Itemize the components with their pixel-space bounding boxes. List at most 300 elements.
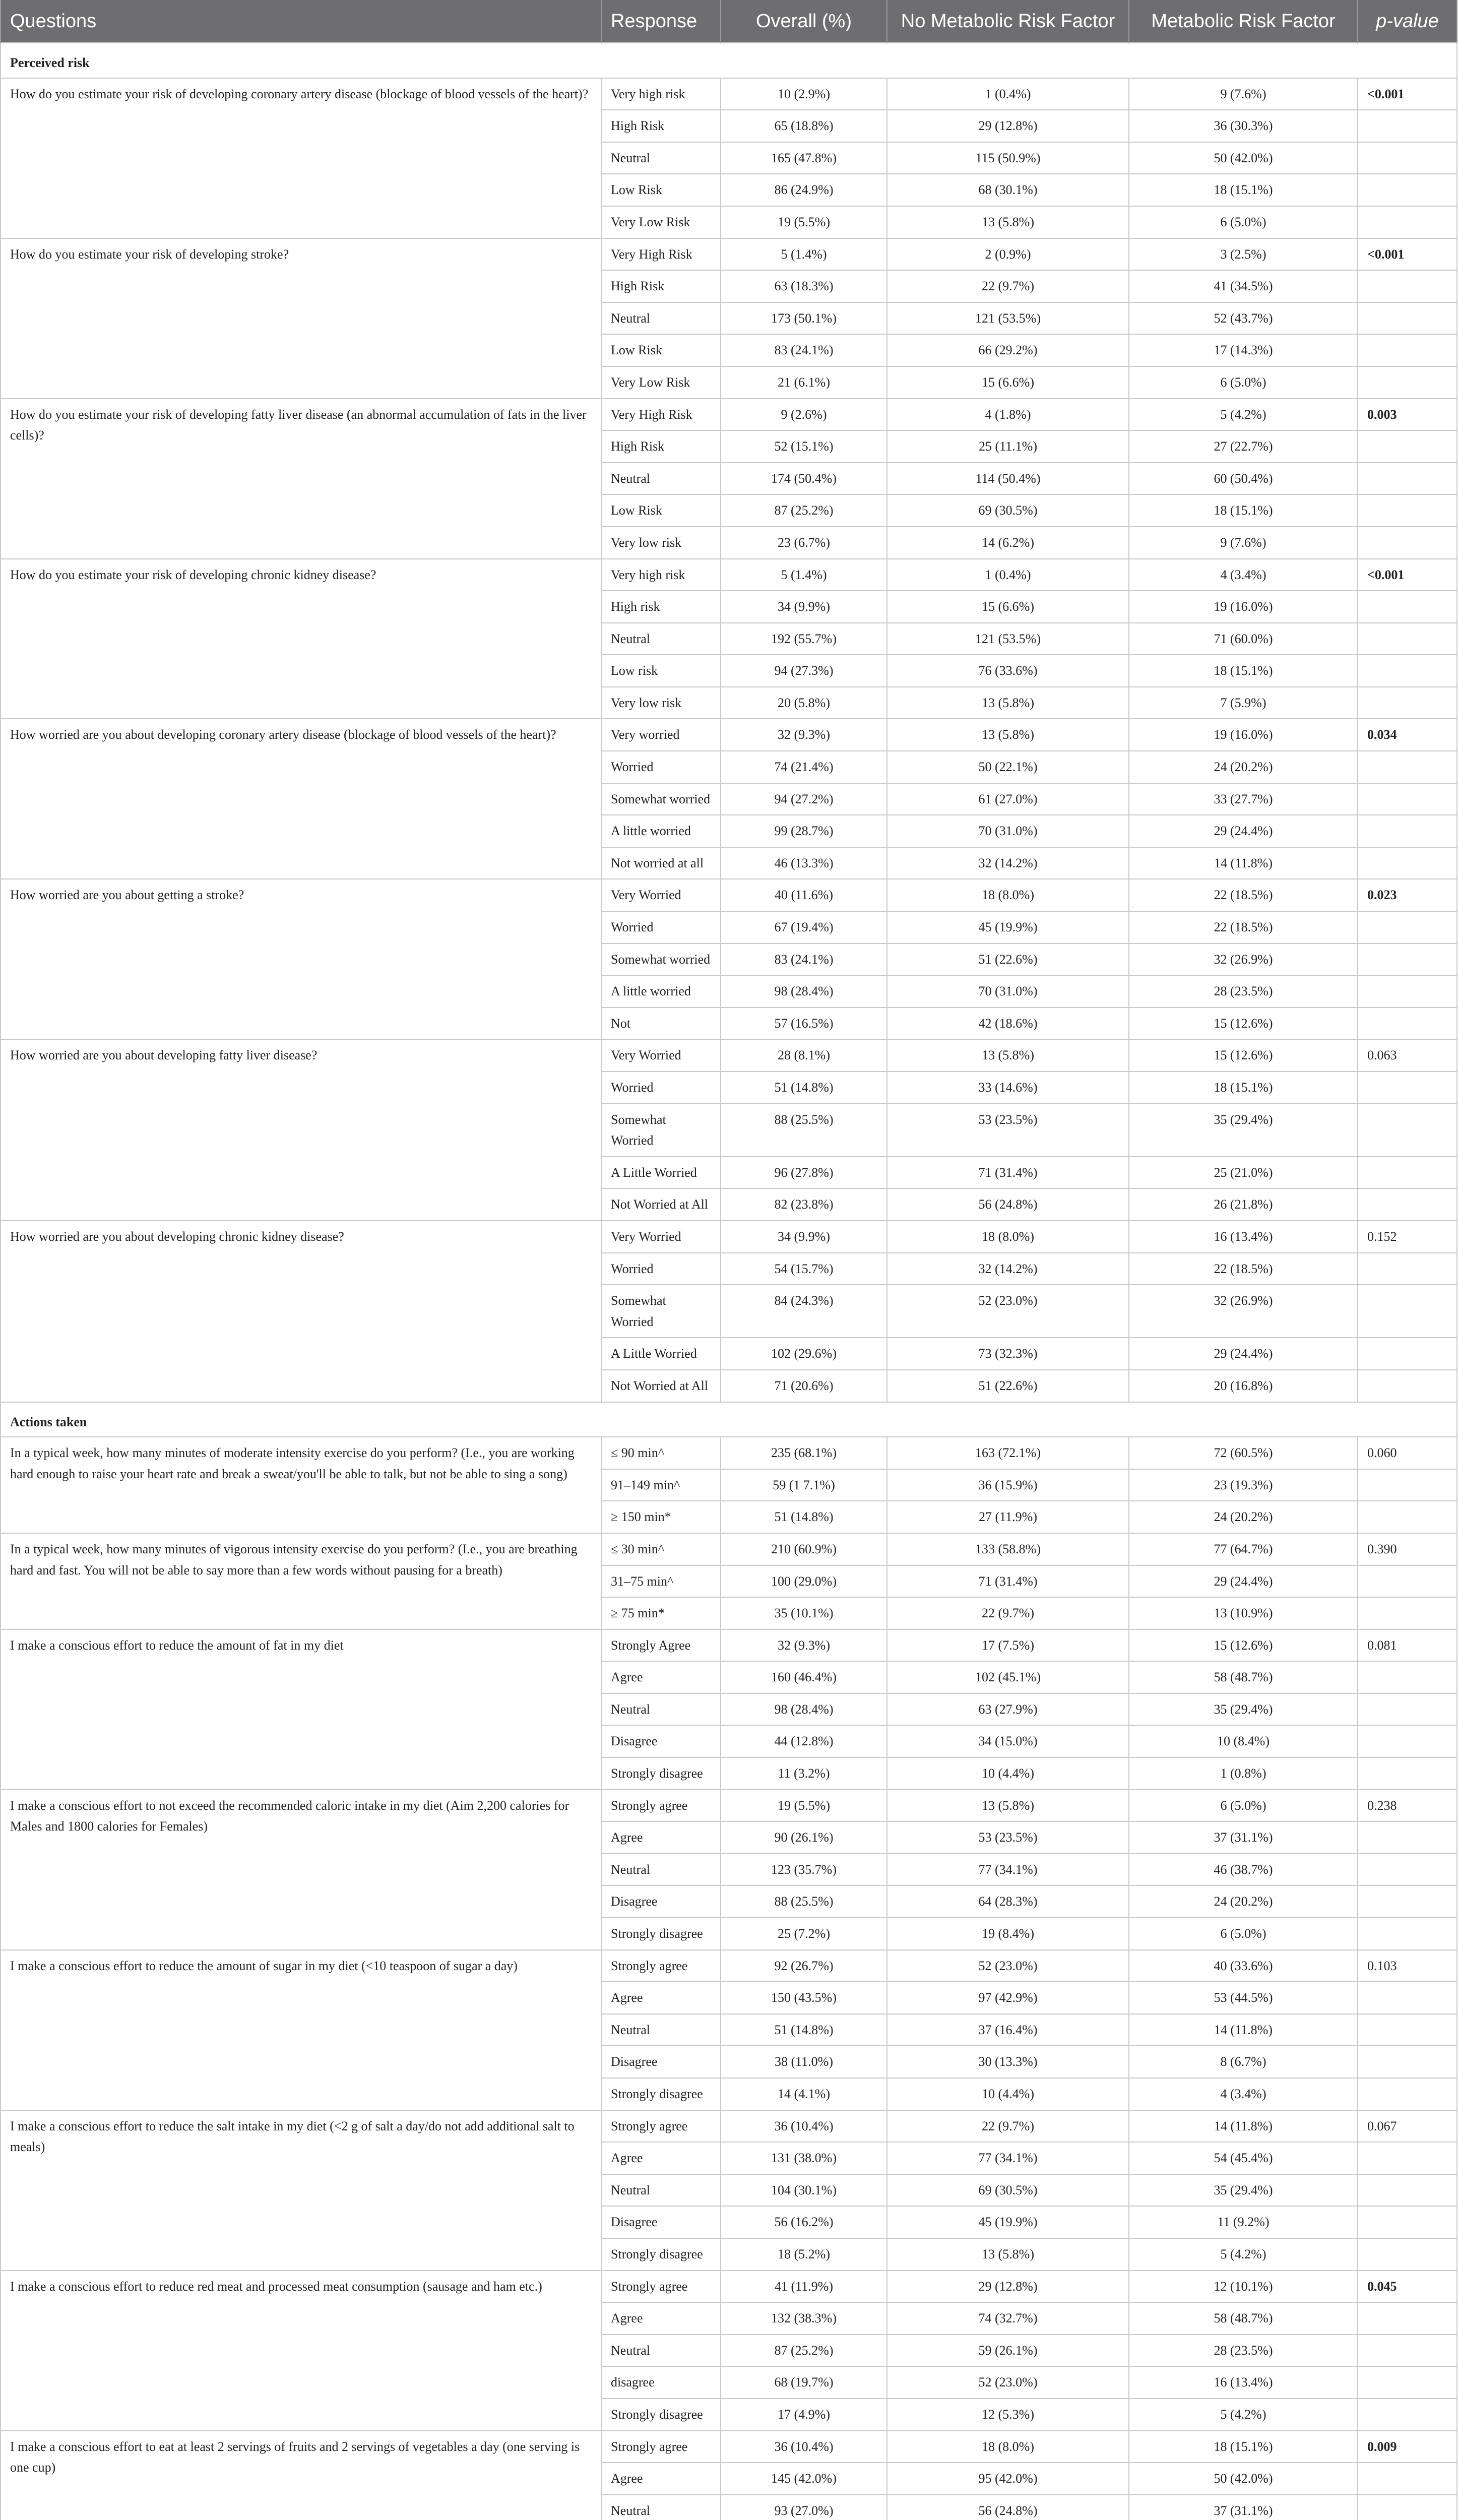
risk-value: 15 (12.6%) bbox=[1129, 1629, 1358, 1662]
risk-value: 28 (23.5%) bbox=[1129, 2335, 1358, 2367]
risk-value: 14 (11.8%) bbox=[1129, 847, 1358, 879]
overall-value: 165 (47.8%) bbox=[721, 142, 887, 174]
no-risk-value: 45 (19.9%) bbox=[887, 2206, 1129, 2238]
no-risk-value: 69 (30.5%) bbox=[887, 2174, 1129, 2207]
risk-value: 60 (50.4%) bbox=[1129, 463, 1358, 495]
response-label: Strongly Agree bbox=[601, 1629, 721, 1662]
table-row bbox=[1, 1533, 1457, 1565]
no-risk-value: 121 (53.5%) bbox=[887, 302, 1129, 335]
response-label: Low Risk bbox=[601, 334, 721, 366]
p-value-empty bbox=[1358, 2174, 1457, 2207]
response-label: High Risk bbox=[601, 430, 721, 463]
p-value-empty bbox=[1358, 1157, 1457, 1189]
table-row bbox=[1, 879, 1457, 911]
p-value-empty bbox=[1358, 2495, 1457, 2520]
no-risk-value: 22 (9.7%) bbox=[887, 1597, 1129, 1629]
no-risk-value: 63 (27.9%) bbox=[887, 1693, 1129, 1726]
p-value-empty bbox=[1358, 815, 1457, 847]
risk-value: 11 (9.2%) bbox=[1129, 2206, 1358, 2238]
no-risk-value: 12 (5.3%) bbox=[887, 2399, 1129, 2431]
response-label: Strongly agree bbox=[601, 2431, 721, 2463]
risk-value: 19 (16.0%) bbox=[1129, 591, 1358, 623]
risk-value: 18 (15.1%) bbox=[1129, 655, 1358, 687]
p-value-empty bbox=[1358, 1693, 1457, 1726]
no-risk-value: 42 (18.6%) bbox=[887, 1007, 1129, 1040]
risk-value: 27 (22.7%) bbox=[1129, 430, 1358, 463]
p-value-empty bbox=[1358, 1338, 1457, 1370]
no-risk-value: 52 (23.0%) bbox=[887, 1950, 1129, 1982]
risk-value: 26 (21.8%) bbox=[1129, 1188, 1358, 1221]
overall-value: 87 (25.2%) bbox=[721, 494, 887, 527]
p-value-empty bbox=[1358, 655, 1457, 687]
response-label: Very low risk bbox=[601, 687, 721, 719]
overall-value: 46 (13.3%) bbox=[721, 847, 887, 879]
response-label: Low Risk bbox=[601, 174, 721, 206]
overall-value: 123 (35.7%) bbox=[721, 1854, 887, 1886]
overall-value: 145 (42.0%) bbox=[721, 2463, 887, 2495]
overall-value: 57 (16.5%) bbox=[721, 1007, 887, 1040]
response-label: Very High Risk bbox=[601, 399, 721, 431]
overall-value: 160 (46.4%) bbox=[721, 1661, 887, 1693]
response-label: Very Worried bbox=[601, 1221, 721, 1253]
risk-value: 46 (38.7%) bbox=[1129, 1854, 1358, 1886]
response-label: Disagree bbox=[601, 2206, 721, 2238]
header-response: Response bbox=[601, 0, 721, 43]
response-label: Disagree bbox=[601, 1885, 721, 1918]
risk-value: 18 (15.1%) bbox=[1129, 494, 1358, 527]
p-value: 0.063 bbox=[1358, 1039, 1457, 1072]
response-label: Somewhat Worried bbox=[601, 1285, 721, 1338]
table-row bbox=[1, 719, 1457, 751]
risk-value: 4 (3.4%) bbox=[1129, 559, 1358, 591]
risk-value: 6 (5.0%) bbox=[1129, 1918, 1358, 1950]
question-text: How do you estimate your risk of developing stroke? bbox=[1, 238, 601, 399]
response-label: Not bbox=[601, 1007, 721, 1040]
no-risk-value: 15 (6.6%) bbox=[887, 366, 1129, 399]
overall-value: 23 (6.7%) bbox=[721, 527, 887, 559]
overall-value: 11 (3.2%) bbox=[721, 1757, 887, 1790]
risk-value: 8 (6.7%) bbox=[1129, 2046, 1358, 2078]
response-label: Worried bbox=[601, 751, 721, 783]
overall-value: 25 (7.2%) bbox=[721, 1918, 887, 1950]
overall-value: 74 (21.4%) bbox=[721, 751, 887, 783]
overall-value: 35 (10.1%) bbox=[721, 1597, 887, 1629]
response-label: ≤ 30 min^ bbox=[601, 1533, 721, 1565]
response-label: Agree bbox=[601, 2142, 721, 2174]
no-risk-value: 69 (30.5%) bbox=[887, 494, 1129, 527]
p-value-empty bbox=[1358, 430, 1457, 463]
no-risk-value: 95 (42.0%) bbox=[887, 2463, 1129, 2495]
no-risk-value: 52 (23.0%) bbox=[887, 2366, 1129, 2399]
header-p-value bbox=[1358, 0, 1457, 43]
risk-value: 40 (33.6%) bbox=[1129, 1950, 1358, 1982]
overall-value: 210 (60.9%) bbox=[721, 1533, 887, 1565]
risk-value: 7 (5.9%) bbox=[1129, 687, 1358, 719]
table-row bbox=[1, 1629, 1457, 1662]
no-risk-value: 17 (7.5%) bbox=[887, 1629, 1129, 1662]
overall-value: 56 (16.2%) bbox=[721, 2206, 887, 2238]
p-value-empty bbox=[1358, 2014, 1457, 2046]
question-text: I make a conscious effort to not exceed the recommended caloric intake in my diet (Aim 2,200 calories for Males and 1800 calories for Females) bbox=[1, 1790, 601, 1950]
response-label: A little worried bbox=[601, 975, 721, 1007]
no-risk-value: 59 (26.1%) bbox=[887, 2335, 1129, 2367]
overall-value: 131 (38.0%) bbox=[721, 2142, 887, 2174]
risk-value: 6 (5.0%) bbox=[1129, 1790, 1358, 1822]
response-label: Strongly agree bbox=[601, 1790, 721, 1822]
risk-value: 35 (29.4%) bbox=[1129, 1104, 1358, 1157]
response-label: Neutral bbox=[601, 2174, 721, 2207]
p-value-empty bbox=[1358, 1821, 1457, 1854]
risk-value: 29 (24.4%) bbox=[1129, 1338, 1358, 1370]
table-row bbox=[1, 1437, 1457, 1469]
risk-value: 35 (29.4%) bbox=[1129, 1693, 1358, 1726]
no-risk-value: 71 (31.4%) bbox=[887, 1157, 1129, 1189]
header-no-metabolic-risk: No Metabolic Risk Factor bbox=[887, 0, 1129, 43]
risk-value: 24 (20.2%) bbox=[1129, 1885, 1358, 1918]
p-value-empty bbox=[1358, 1918, 1457, 1950]
overall-value: 94 (27.3%) bbox=[721, 655, 887, 687]
no-risk-value: 56 (24.8%) bbox=[887, 1188, 1129, 1221]
p-value-empty bbox=[1358, 2078, 1457, 2110]
no-risk-value: 13 (5.8%) bbox=[887, 1790, 1129, 1822]
no-risk-value: 29 (12.8%) bbox=[887, 110, 1129, 142]
question-text: How do you estimate your risk of developing coronary artery disease (blockage of blood vessels of the heart)? bbox=[1, 78, 601, 238]
p-value-empty bbox=[1358, 1885, 1457, 1918]
risk-value: 6 (5.0%) bbox=[1129, 366, 1358, 399]
no-risk-value: 15 (6.6%) bbox=[887, 591, 1129, 623]
response-label: Somewhat Worried bbox=[601, 1104, 721, 1157]
overall-value: 28 (8.1%) bbox=[721, 1039, 887, 1072]
response-label: ≤ 90 min^ bbox=[601, 1437, 721, 1469]
no-risk-value: 27 (11.9%) bbox=[887, 1501, 1129, 1533]
question-text: In a typical week, how many minutes of moderate intensity exercise do you perform? (I.e., you are working hard enough to raise your heart rate and break a sweat/you'll be able to talk, but not be able to sing a song) bbox=[1, 1437, 601, 1533]
risk-value: 25 (21.0%) bbox=[1129, 1157, 1358, 1189]
no-risk-value: 10 (4.4%) bbox=[887, 2078, 1129, 2110]
no-risk-value: 30 (13.3%) bbox=[887, 2046, 1129, 2078]
p-value-empty bbox=[1358, 1982, 1457, 2014]
overall-value: 19 (5.5%) bbox=[721, 206, 887, 238]
overall-value: 84 (24.3%) bbox=[721, 1285, 887, 1338]
p-value-empty bbox=[1358, 687, 1457, 719]
risk-value: 35 (29.4%) bbox=[1129, 2174, 1358, 2207]
risk-value: 58 (48.7%) bbox=[1129, 1661, 1358, 1693]
p-value: <0.001 bbox=[1358, 78, 1457, 110]
overall-value: 40 (11.6%) bbox=[721, 879, 887, 911]
overall-value: 86 (24.9%) bbox=[721, 174, 887, 206]
risk-value: 18 (15.1%) bbox=[1129, 174, 1358, 206]
header-row bbox=[1, 0, 1457, 43]
overall-value: 36 (10.4%) bbox=[721, 2431, 887, 2463]
overall-value: 52 (15.1%) bbox=[721, 430, 887, 463]
no-risk-value: 52 (23.0%) bbox=[887, 1285, 1129, 1338]
response-label: Strongly disagree bbox=[601, 2078, 721, 2110]
response-label: Strongly agree bbox=[601, 2110, 721, 2143]
response-label: Agree bbox=[601, 1661, 721, 1693]
section-row bbox=[1, 1402, 1457, 1437]
risk-value: 5 (4.2%) bbox=[1129, 2238, 1358, 2271]
table-row bbox=[1, 78, 1457, 110]
no-risk-value: 76 (33.6%) bbox=[887, 655, 1129, 687]
response-label: High risk bbox=[601, 591, 721, 623]
p-value-empty bbox=[1358, 1469, 1457, 1501]
overall-value: 71 (20.6%) bbox=[721, 1370, 887, 1402]
no-risk-value: 19 (8.4%) bbox=[887, 1918, 1129, 1950]
overall-value: 44 (12.8%) bbox=[721, 1725, 887, 1757]
no-risk-value: 71 (31.4%) bbox=[887, 1565, 1129, 1598]
p-value-empty bbox=[1358, 174, 1457, 206]
response-label: disagree bbox=[601, 2366, 721, 2399]
p-value-empty bbox=[1358, 1285, 1457, 1338]
p-value: 0.034 bbox=[1358, 719, 1457, 751]
response-label: Very high risk bbox=[601, 559, 721, 591]
question-text: In a typical week, how many minutes of vigorous intensity exercise do you perform? (I.e., you are breathing hard and fast. You will not be able to say more than a few words without pausing for a breath) bbox=[1, 1533, 601, 1629]
response-label: Not Worried at All bbox=[601, 1188, 721, 1221]
risk-value: 50 (42.0%) bbox=[1129, 142, 1358, 174]
overall-value: 19 (5.5%) bbox=[721, 1790, 887, 1822]
response-label: Neutral bbox=[601, 1854, 721, 1886]
p-value: <0.001 bbox=[1358, 238, 1457, 271]
response-label: Neutral bbox=[601, 142, 721, 174]
overall-value: 34 (9.9%) bbox=[721, 1221, 887, 1253]
header-overall: Overall (%) bbox=[721, 0, 887, 43]
no-risk-value: 1 (0.4%) bbox=[887, 78, 1129, 110]
risk-value: 14 (11.8%) bbox=[1129, 2014, 1358, 2046]
question-text: I make a conscious effort to reduce the salt intake in my diet (<2 g of salt a day/do not add additional salt to meals) bbox=[1, 2110, 601, 2271]
p-value-empty bbox=[1358, 366, 1457, 399]
table-row bbox=[1, 399, 1457, 431]
response-label: Neutral bbox=[601, 1693, 721, 1726]
overall-value: 104 (30.1%) bbox=[721, 2174, 887, 2207]
p-value-empty bbox=[1358, 751, 1457, 783]
no-risk-value: 64 (28.3%) bbox=[887, 1885, 1129, 1918]
overall-value: 100 (29.0%) bbox=[721, 1565, 887, 1598]
p-value-empty bbox=[1358, 2335, 1457, 2367]
p-value-empty bbox=[1358, 2238, 1457, 2271]
p-value: 0.060 bbox=[1358, 1437, 1457, 1469]
table-row bbox=[1, 238, 1457, 271]
no-risk-value: 163 (72.1%) bbox=[887, 1437, 1129, 1469]
overall-value: 59 (1 7.1%) bbox=[721, 1469, 887, 1501]
table-row bbox=[1, 1039, 1457, 1072]
overall-value: 17 (4.9%) bbox=[721, 2399, 887, 2431]
risk-value: 13 (10.9%) bbox=[1129, 1597, 1358, 1629]
p-value-empty bbox=[1358, 2463, 1457, 2495]
risk-value: 18 (15.1%) bbox=[1129, 2431, 1358, 2463]
risk-value: 33 (27.7%) bbox=[1129, 783, 1358, 815]
p-value: 0.390 bbox=[1358, 1533, 1457, 1565]
response-label: Worried bbox=[601, 1072, 721, 1104]
overall-value: 83 (24.1%) bbox=[721, 943, 887, 976]
response-label: Very high risk bbox=[601, 78, 721, 110]
risk-value: 24 (20.2%) bbox=[1129, 1501, 1358, 1533]
risk-value: 19 (16.0%) bbox=[1129, 719, 1358, 751]
table-row bbox=[1, 2431, 1457, 2463]
no-risk-value: 70 (31.0%) bbox=[887, 815, 1129, 847]
overall-value: 173 (50.1%) bbox=[721, 302, 887, 335]
risk-value: 50 (42.0%) bbox=[1129, 2463, 1358, 2495]
risk-value: 22 (18.5%) bbox=[1129, 879, 1358, 911]
risk-value: 10 (8.4%) bbox=[1129, 1725, 1358, 1757]
risk-value: 53 (44.5%) bbox=[1129, 1982, 1358, 2014]
risk-value: 23 (19.3%) bbox=[1129, 1469, 1358, 1501]
no-risk-value: 114 (50.4%) bbox=[887, 463, 1129, 495]
question-text: How worried are you about developing fatty liver disease? bbox=[1, 1039, 601, 1221]
response-label: Low risk bbox=[601, 655, 721, 687]
p-value-empty bbox=[1358, 110, 1457, 142]
overall-value: 18 (5.2%) bbox=[721, 2238, 887, 2271]
response-label: Neutral bbox=[601, 463, 721, 495]
no-risk-value: 13 (5.8%) bbox=[887, 2238, 1129, 2271]
response-label: High Risk bbox=[601, 110, 721, 142]
response-label: Strongly disagree bbox=[601, 2399, 721, 2431]
risk-value: 9 (7.6%) bbox=[1129, 78, 1358, 110]
overall-value: 99 (28.7%) bbox=[721, 815, 887, 847]
no-risk-value: 29 (12.8%) bbox=[887, 2271, 1129, 2303]
no-risk-value: 74 (32.7%) bbox=[887, 2302, 1129, 2335]
p-value-empty bbox=[1358, 463, 1457, 495]
table-row bbox=[1, 1950, 1457, 1982]
overall-value: 88 (25.5%) bbox=[721, 1104, 887, 1157]
response-label: Strongly disagree bbox=[601, 2238, 721, 2271]
overall-value: 51 (14.8%) bbox=[721, 2014, 887, 2046]
p-value-empty bbox=[1358, 142, 1457, 174]
no-risk-value: 18 (8.0%) bbox=[887, 879, 1129, 911]
risk-value: 37 (31.1%) bbox=[1129, 2495, 1358, 2520]
risk-value: 16 (13.4%) bbox=[1129, 1221, 1358, 1253]
p-value-empty bbox=[1358, 2366, 1457, 2399]
no-risk-value: 53 (23.5%) bbox=[887, 1104, 1129, 1157]
no-risk-value: 73 (32.3%) bbox=[887, 1338, 1129, 1370]
no-risk-value: 77 (34.1%) bbox=[887, 2142, 1129, 2174]
no-risk-value: 77 (34.1%) bbox=[887, 1854, 1129, 1886]
question-text: How worried are you about developing chronic kidney disease? bbox=[1, 1221, 601, 1402]
overall-value: 51 (14.8%) bbox=[721, 1501, 887, 1533]
response-label: A little worried bbox=[601, 815, 721, 847]
overall-value: 38 (11.0%) bbox=[721, 2046, 887, 2078]
risk-value: 12 (10.1%) bbox=[1129, 2271, 1358, 2303]
no-risk-value: 121 (53.5%) bbox=[887, 623, 1129, 655]
no-risk-value: 66 (29.2%) bbox=[887, 334, 1129, 366]
no-risk-value: 34 (15.0%) bbox=[887, 1725, 1129, 1757]
risk-value: 28 (23.5%) bbox=[1129, 975, 1358, 1007]
no-risk-value: 13 (5.8%) bbox=[887, 687, 1129, 719]
response-label: Strongly agree bbox=[601, 1950, 721, 1982]
p-value: <0.001 bbox=[1358, 559, 1457, 591]
overall-value: 83 (24.1%) bbox=[721, 334, 887, 366]
p-value: 0.003 bbox=[1358, 399, 1457, 431]
p-value-empty bbox=[1358, 1104, 1457, 1157]
p-value-empty bbox=[1358, 943, 1457, 976]
overall-value: 174 (50.4%) bbox=[721, 463, 887, 495]
response-label: A Little Worried bbox=[601, 1338, 721, 1370]
no-risk-value: 102 (45.1%) bbox=[887, 1661, 1129, 1693]
overall-value: 98 (28.4%) bbox=[721, 1693, 887, 1726]
no-risk-value: 4 (1.8%) bbox=[887, 399, 1129, 431]
question-text: How do you estimate your risk of developing chronic kidney disease? bbox=[1, 559, 601, 719]
p-value-empty bbox=[1358, 783, 1457, 815]
risk-value: 18 (15.1%) bbox=[1129, 1072, 1358, 1104]
overall-value: 32 (9.3%) bbox=[721, 719, 887, 751]
overall-value: 32 (9.3%) bbox=[721, 1629, 887, 1662]
question-text: I make a conscious effort to reduce red meat and processed meat consumption (sausage and ham etc.) bbox=[1, 2271, 601, 2431]
p-value-empty bbox=[1358, 1661, 1457, 1693]
p-value-empty bbox=[1358, 2142, 1457, 2174]
overall-value: 5 (1.4%) bbox=[721, 238, 887, 271]
response-label: ≥ 150 min* bbox=[601, 1501, 721, 1533]
no-risk-value: 50 (22.1%) bbox=[887, 751, 1129, 783]
response-label: Very worried bbox=[601, 719, 721, 751]
p-value-empty bbox=[1358, 911, 1457, 943]
risk-value: 36 (30.3%) bbox=[1129, 110, 1358, 142]
p-value-empty bbox=[1358, 1188, 1457, 1221]
no-risk-value: 14 (6.2%) bbox=[887, 527, 1129, 559]
no-risk-value: 68 (30.1%) bbox=[887, 174, 1129, 206]
no-risk-value: 32 (14.2%) bbox=[887, 1253, 1129, 1285]
question-text: How worried are you about developing coronary artery disease (blockage of blood vessels of the heart)? bbox=[1, 719, 601, 879]
question-text: How worried are you about getting a stroke? bbox=[1, 879, 601, 1039]
no-risk-value: 2 (0.9%) bbox=[887, 238, 1129, 271]
p-value-empty bbox=[1358, 2399, 1457, 2431]
overall-value: 98 (28.4%) bbox=[721, 975, 887, 1007]
p-value-empty bbox=[1358, 527, 1457, 559]
response-label: Neutral bbox=[601, 2495, 721, 2520]
table-row bbox=[1, 2110, 1457, 2143]
response-label: Very Low Risk bbox=[601, 206, 721, 238]
p-value-empty bbox=[1358, 2046, 1457, 2078]
overall-value: 5 (1.4%) bbox=[721, 559, 887, 591]
risk-value: 32 (26.9%) bbox=[1129, 943, 1358, 976]
no-risk-value: 13 (5.8%) bbox=[887, 206, 1129, 238]
p-value-empty bbox=[1358, 1253, 1457, 1285]
response-label: Low Risk bbox=[601, 494, 721, 527]
risk-value: 29 (24.4%) bbox=[1129, 815, 1358, 847]
overall-value: 34 (9.9%) bbox=[721, 591, 887, 623]
overall-value: 63 (18.3%) bbox=[721, 270, 887, 302]
response-label: High Risk bbox=[601, 270, 721, 302]
response-label: Agree bbox=[601, 2302, 721, 2335]
p-value-empty bbox=[1358, 1370, 1457, 1402]
risk-value: 4 (3.4%) bbox=[1129, 2078, 1358, 2110]
risk-value: 41 (34.5%) bbox=[1129, 270, 1358, 302]
response-label: Strongly agree bbox=[601, 2271, 721, 2303]
no-risk-value: 32 (14.2%) bbox=[887, 847, 1129, 879]
overall-value: 93 (27.0%) bbox=[721, 2495, 887, 2520]
section-title: Perceived risk bbox=[1, 43, 1457, 78]
risk-value: 22 (18.5%) bbox=[1129, 1253, 1358, 1285]
p-value-empty bbox=[1358, 270, 1457, 302]
response-label: Very low risk bbox=[601, 527, 721, 559]
overall-value: 92 (26.7%) bbox=[721, 1950, 887, 1982]
p-value: 0.152 bbox=[1358, 1221, 1457, 1253]
response-label: Strongly disagree bbox=[601, 1918, 721, 1950]
response-label: Agree bbox=[601, 2463, 721, 2495]
no-risk-value: 18 (8.0%) bbox=[887, 2431, 1129, 2463]
risk-value: 1 (0.8%) bbox=[1129, 1757, 1358, 1790]
overall-value: 67 (19.4%) bbox=[721, 911, 887, 943]
overall-value: 9 (2.6%) bbox=[721, 399, 887, 431]
p-value-empty bbox=[1358, 302, 1457, 335]
overall-value: 132 (38.3%) bbox=[721, 2302, 887, 2335]
overall-value: 82 (23.8%) bbox=[721, 1188, 887, 1221]
p-value: 0.103 bbox=[1358, 1950, 1457, 1982]
response-label: ≥ 75 min* bbox=[601, 1597, 721, 1629]
p-value-empty bbox=[1358, 334, 1457, 366]
p-value-empty bbox=[1358, 1072, 1457, 1104]
risk-value: 6 (5.0%) bbox=[1129, 206, 1358, 238]
overall-value: 94 (27.2%) bbox=[721, 783, 887, 815]
overall-value: 235 (68.1%) bbox=[721, 1437, 887, 1469]
risk-value: 17 (14.3%) bbox=[1129, 334, 1358, 366]
